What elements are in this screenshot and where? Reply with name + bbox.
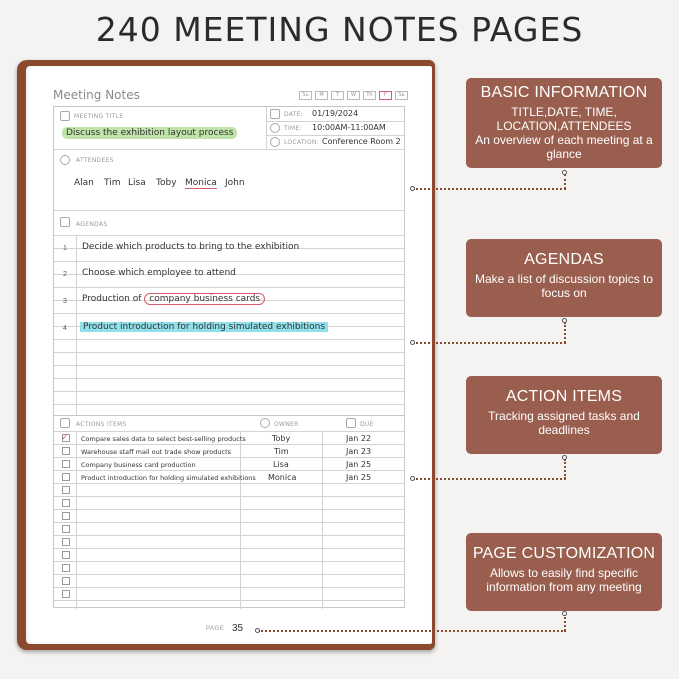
weekday-box: W [347, 91, 360, 100]
people-icon [60, 155, 70, 165]
action-checkbox[interactable] [62, 447, 70, 455]
action-checkbox[interactable] [62, 525, 70, 533]
card-title: PAGE CUSTOMIZATION [472, 545, 656, 562]
agenda-item: Choose which employee to attend [82, 268, 236, 278]
card-basic-information [466, 78, 662, 168]
attendee: Monica [185, 178, 217, 188]
connector-line [413, 478, 566, 480]
section-line [54, 415, 404, 416]
weekday-box: T [331, 91, 344, 100]
action-checkbox[interactable] [62, 499, 70, 507]
meeting-title-text: Discuss the exhibition layout process [62, 127, 237, 139]
action-line [54, 509, 404, 510]
attendee: Toby [156, 178, 177, 188]
action-item: Product introduction for holding simulated exhibitions [81, 474, 256, 482]
agenda-line [54, 235, 404, 236]
action-checkbox[interactable] [62, 486, 70, 494]
attendees-label: ATTENDEES [76, 157, 114, 164]
agenda-item [82, 294, 265, 304]
card-title: AGENDAS [524, 251, 604, 268]
card-description: An overview of each meeting at a glance [475, 133, 653, 161]
action-line [54, 561, 404, 562]
card-action-items [466, 376, 662, 454]
action-due: Jan 25 [346, 460, 372, 469]
action-due: Jan 23 [346, 447, 372, 456]
attendee: John [225, 178, 245, 188]
connector-dot [562, 318, 567, 323]
header-divider [266, 107, 267, 149]
action-line [54, 535, 404, 536]
action-checkbox[interactable] [62, 538, 70, 546]
connector-line [564, 614, 566, 631]
action-line [54, 522, 404, 523]
weekday-box-selected: F [379, 91, 392, 100]
agenda-number: 2 [63, 271, 67, 278]
actions-label: ACTIONS ITEMS [76, 421, 127, 428]
action-line [54, 574, 404, 575]
headline: 240 MEETING NOTES PAGES [95, 10, 584, 49]
list-icon [60, 217, 70, 227]
owner-label: OWNER [274, 421, 299, 428]
action-due: Jan 22 [346, 434, 372, 443]
checklist-icon [60, 418, 70, 428]
attendee: Lisa [128, 178, 146, 188]
action-line [54, 548, 404, 549]
agenda-item-highlighted: Product introduction for holding simulated exhibitions [80, 322, 328, 332]
weekday-box: M [315, 91, 328, 100]
action-checkbox[interactable] [62, 590, 70, 598]
location-value: Conference Room 2 [322, 137, 401, 146]
connector-dot [562, 455, 567, 460]
action-owner: Lisa [273, 460, 289, 469]
agenda-number-divider [76, 235, 77, 415]
card-description: Allows to easily find specific information from any meeting [486, 566, 642, 594]
connector-line [258, 630, 566, 632]
time-label: TIME: [284, 125, 302, 132]
page-number: 35 [232, 623, 244, 634]
card-line: TITLE,DATE, TIME, [511, 105, 617, 119]
action-owner: Toby [272, 434, 291, 443]
action-item: Warehouse staff mail out trade show products [81, 448, 232, 456]
section-line [54, 149, 404, 150]
page-label: PAGE [206, 626, 225, 632]
calendar-icon [346, 418, 356, 428]
action-checkbox[interactable] [62, 551, 70, 559]
attendee: Alan [74, 178, 94, 188]
location-label: LOCATION: [284, 139, 320, 146]
section-line [54, 210, 404, 211]
pencil-icon [60, 111, 70, 121]
connector-line [413, 342, 566, 344]
date-value: 01/19/2024 [312, 109, 359, 118]
connector-dot [255, 628, 260, 633]
agenda-line [54, 365, 404, 366]
agenda-line [54, 261, 404, 262]
agenda-number: 1 [63, 245, 67, 252]
header-line [266, 121, 404, 122]
action-line [54, 496, 404, 497]
agenda-item [80, 322, 328, 332]
card-title: BASIC INFORMATION [480, 84, 648, 101]
action-line [54, 587, 404, 588]
action-line [54, 431, 404, 432]
agenda-item-circled: company business cards [144, 293, 265, 305]
card-description: Tracking assigned tasks and deadlines [488, 409, 640, 437]
meeting-title-label: MEETING TITLE [74, 113, 124, 120]
action-due: Jan 25 [346, 473, 372, 482]
sheet-title: Meeting Notes [53, 88, 140, 102]
card-title: ACTION ITEMS [505, 388, 623, 405]
action-item: Compare sales data to select best-selling products [81, 435, 246, 443]
action-line [54, 483, 404, 484]
clock-icon [270, 123, 280, 133]
weekday-box: Th [363, 91, 376, 100]
agenda-number: 3 [63, 298, 67, 305]
agenda-line [54, 339, 404, 340]
action-line [54, 600, 404, 601]
weekday-box: Sa [395, 91, 408, 100]
person-icon [260, 418, 270, 428]
agenda-line [54, 287, 404, 288]
checkmark-icon: ✓ [61, 432, 69, 442]
weekday-box: Su [299, 91, 312, 100]
action-line [54, 457, 404, 458]
connector-line [413, 188, 566, 190]
agendas-label: AGENDAS [76, 221, 108, 228]
connector-dot [562, 170, 567, 175]
weekday-boxes [299, 91, 408, 100]
action-line [54, 470, 404, 471]
action-owner: Monica [268, 473, 297, 482]
connector-line [564, 459, 566, 479]
card-description: Make a list of discussion topics to focus on [474, 272, 654, 300]
notes-grid [53, 106, 405, 608]
date-label: DATE: [284, 111, 304, 118]
calendar-icon [270, 109, 280, 119]
action-checkbox[interactable] [62, 512, 70, 520]
agenda-line [54, 352, 404, 353]
action-owner: Tim [274, 447, 289, 456]
header-line [266, 135, 404, 136]
agenda-number: 4 [63, 325, 67, 332]
connector-dot [410, 476, 415, 481]
action-item: Company business card production [81, 461, 196, 469]
action-checkbox[interactable] [62, 460, 70, 468]
card-line: LOCATION,ATTENDEES [496, 119, 632, 133]
action-checkbox[interactable] [62, 473, 70, 481]
time-value: 10:00AM-11:00AM [312, 123, 386, 132]
action-checkbox[interactable] [62, 564, 70, 572]
action-line [54, 444, 404, 445]
connector-line [564, 322, 566, 343]
location-pin-icon [270, 137, 280, 147]
due-label: DUE [360, 421, 374, 428]
agenda-item: Decide which products to bring to the exhibition [82, 242, 300, 252]
connector-line [564, 174, 566, 189]
agenda-line [54, 391, 404, 392]
action-checkbox[interactable] [62, 577, 70, 585]
agenda-item-prefix: Production of [82, 294, 145, 304]
connector-dot [562, 611, 567, 616]
connector-dot [410, 340, 415, 345]
card-agendas [466, 239, 662, 317]
meeting-title-value [62, 128, 237, 138]
agenda-line [54, 313, 404, 314]
agenda-line [54, 404, 404, 405]
connector-dot [410, 186, 415, 191]
card-page-customization [466, 533, 662, 611]
attendee: Tim [104, 178, 121, 188]
agenda-line [54, 378, 404, 379]
